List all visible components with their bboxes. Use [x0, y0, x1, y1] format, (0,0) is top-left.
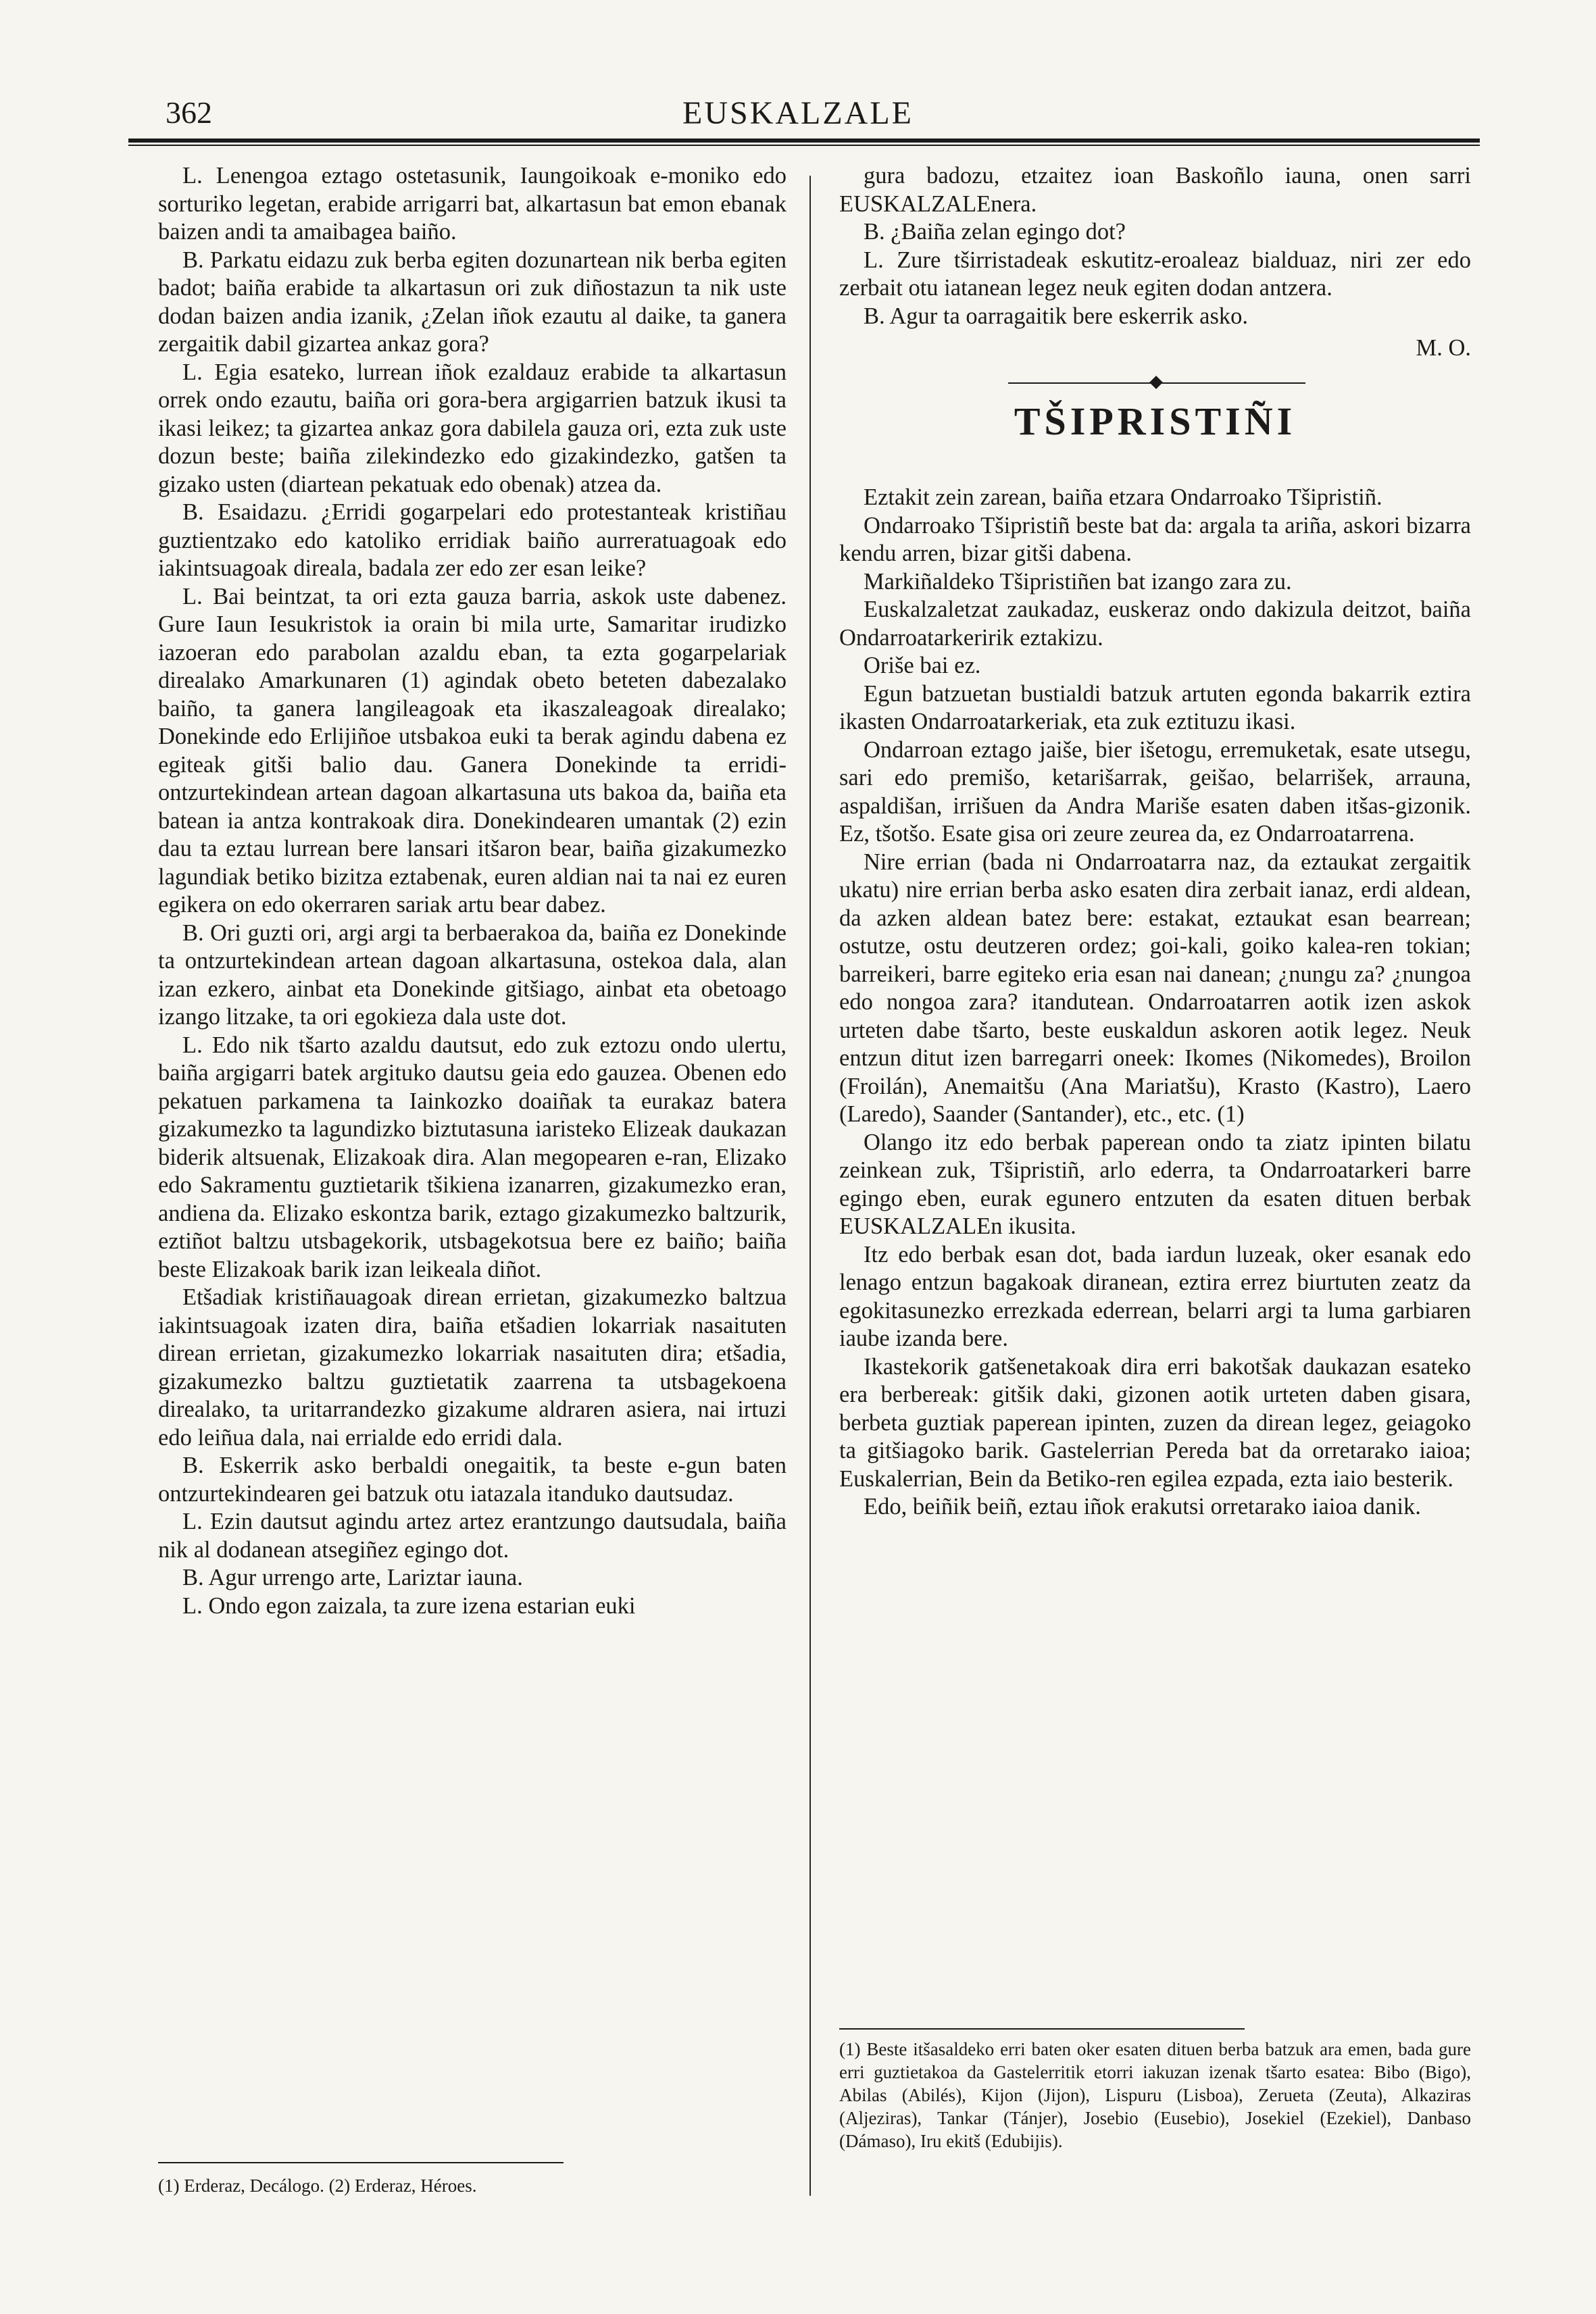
- paragraph: Etšadiak kristiñauagoak direan errietan, gizakumezko baltzua iakintsuagoak izaten dira, baiña etšadien lokarriak nasaituten direan errietan, gizakumezko lokarriak nasaituten dira; etšadia, gizakumezko baltzu guztietatik zaarrena ta utsbagekoena direalako, ta uritarrandezko gizakume aldraren asiera, nai irtuzi edo leiñua dala, nai errialde edo erridi dala.: [158, 1284, 787, 1451]
- left-column: [158, 162, 787, 1620]
- paragraph: B. Eskerrik asko berbaldi onegaitik, ta beste e-gun baten ontzurtekindearen gei batzuk otu iatazala itanduko dautsudaz.: [158, 1453, 787, 1507]
- footnote-left: (1) Erderaz, Decálogo. (2) Erderaz, Héroes.: [158, 2175, 477, 2196]
- header-rule: [128, 139, 1480, 143]
- paragraph: Markiñaldeko Tšipristiñen bat izango zara zu.: [864, 568, 1292, 595]
- paragraph: Euskalzaletzat zaukadaz, euskeraz ondo dakizula deitzot, baiña Ondarroatarkeririk eztakizu.: [839, 597, 1471, 651]
- section-separator: [839, 372, 1471, 394]
- paragraph: B. ¿Baiña zelan egingo dot?: [864, 219, 1126, 245]
- paragraph: Ondarroan eztago jaiše, bier išetogu, erremuketak, esate utsegu, sari edo premišo, ketarišarrak, geišao, belarrišek, arrauna, aspaldišan, irrišuen da Andra Mariše esaten daben itšas-gizonik. Ez, tšotšo. Esate gisa ori zeure zeurea da, ez Ondarroatarrena.: [839, 736, 1471, 847]
- paragraph: L. Edo nik tšarto azaldu dautsut, edo zuk eztozu ondo ulertu, baiña argigarri batek argituko dautsu geia edo gauzea. Obenen edo pekatuen parkamena ta Iainkozko doaiñak ta eurakaz batera gizakumezko ta lagundizko biztutasuna iaristeko Elizeak daukazan biderik altsuenak, Elizakoak dira. Alan megopearen e-ran, Elizako edo Sakramentu guztietarik tšikiena izanarren, gizakumezko eran, andiena da. Elizako eskontza barik, eztago gizakumezko baltzurik, eztiñot baltzu utsbagekorik, utsbagekotsua bere ez baiño; baiña beste Elizakoak barik izan leikeala diñot.: [158, 1032, 787, 1282]
- footnote-rule: [158, 2162, 564, 2163]
- footnote-rule: [839, 2028, 1245, 2030]
- diamond-ornament-icon: [1149, 376, 1163, 389]
- paragraph: L. Egia esateko, lurrean iñok ezaldauz erabide ta alkartasun orrek ondo ezautu, baiña ori gora-bera argigarrien batzuk ikusi ta ikasi leikez; ta gizartea ankaz gora dabilela gauza ori, ezta zuk uste dozun beste; baiña zilekindezko edo gizakindezko, gatšen ta gizako usten (diartean pekatuak edo obenak) atzea da.: [158, 359, 787, 497]
- paragraph: B. Agur ta oarragaitik bere eskerrik asko.: [864, 303, 1249, 329]
- paragraph: L. Lenengoa eztago ostetasunik, Iaungoikoak e-moniko edo sorturiko legetan, erabide arrigarri bat, alkartasun bat emon ebanak baizen andi ta amaibagea baiño.: [158, 163, 787, 245]
- paragraph: Ikastekorik gatšenetakoak dira erri bakotšak daukazan esateko era berbereak: gitšik daki, gizonen aotik urteten daben gisara, berbeta guztiak paperean ipinten, zuzen da direan legez, geiagoko ta gitšiagoko barik. Gastelerrian Pereda bat da orretarako iaioa; Euskalerrian, Bein da Betiko-ren egilea ezpada, ezta iaio besterik.: [839, 1353, 1471, 1492]
- header-rule-thin: [128, 145, 1480, 146]
- right-column: [839, 162, 1471, 1521]
- paragraph: Oriše bai ez.: [864, 653, 981, 678]
- paragraph: B. Parkatu eidazu zuk berba egiten dozunartean nik berba egiten badot; baiña erabide ta alkartasun ori zuk diñostazun ta nik uste dodan baizen andia izanik, ¿Zelan iñok ezautu al daike, ta ganera zergaitik dabil gizartea ankaz gora?: [158, 247, 787, 357]
- column-divider: [809, 176, 811, 2196]
- paragraph: Edo, beiñik beiñ, eztau iñok erakutsi orretarako iaioa danik.: [864, 1494, 1421, 1519]
- paragraph: Egun batzuetan bustialdi batzuk artuten egonda bakarrik eztira ikasten Ondarroatarkeriak, eta zuk eztituzu ikasi.: [839, 680, 1471, 734]
- paragraph: L. Ezin dautsut agindu artez artez erantzungo dautsudala, baiña nik al dodanean atsegiñez egingo dot.: [158, 1509, 787, 1563]
- paragraph: L. Ondo egon zaizala, ta zure izena estarian euki: [182, 1592, 636, 1619]
- paragraph: Itz edo berbak esan dot, bada iardun luzeak, oker esanak edo lenago entzun bagakoak diranean, eztira errez biurtuten zeatz da egokitasunezko errezkada ederrean, belarri argi ta luma garbiaren iaube izanda bere.: [839, 1241, 1471, 1351]
- running-title: EUSKALZALE: [682, 95, 914, 131]
- author-signature: M. O.: [1416, 335, 1471, 361]
- paragraph: gura badozu, etzaitez ioan Baskoñlo iauna, onen sarri EUSKALZALEnera.: [839, 163, 1471, 217]
- paragraph: Olango itz edo berbak paperean ondo ta ziatz ipinten bilatu zeinkean zuk, Tšipristiñ, arlo ederra, ta Ondarroatarkeri barre egingo eben, eurak egunero entzuten da esaten dituen berbak EUSKALZALEn ikusita.: [839, 1129, 1471, 1239]
- section-title: TŠIPRISTIÑI: [1014, 399, 1297, 443]
- page-number: 362: [166, 95, 212, 130]
- paragraph: B. Ori guzti ori, argi argi ta berbaerakoa da, baiña ez Donekinde ta ontzurtekindean artean dagoan alkartasuna, ostekoa dala, alan izan ezkero, ainbat eta Donekinde gitšiago, ainbat eta obetoago izango litzake, ta ori egokieza dala uste dot.: [158, 920, 787, 1030]
- footnote-right: (1) Beste itšasaldeko erri baten oker esaten dituen berba batzuk ara emen, bada gure erri guztietakoa da Gastelerritik etorri iakuzan izenak tšarto esatea: Bibo (Bigo), Abilas (Abilés), Kijon (Jijon), Lispuru (Lisboa), Zerueta (Zeuta), Alkaziras (Aljeziras), Tankar (Tánjer), Josebio (Eusebio), Josekiel (Ezekiel), Danbaso (Dámaso), Iru ekitš (Edubijis).: [839, 2039, 1471, 2151]
- paragraph: Nire errian (bada ni Ondarroatarra naz, da eztaukat zergaitik ukatu) nire errian berba asko esaten dira zerbait ianaz, erdi aldean, da azken aldean batez bere: estakat, eztaukat esan bearrean; ostutze, ostu deutzeren ordez; goi-kali, goiko kalea-ren tokian; barreikeri, barre egiteko eria esan nai danean; ¿nungu za? ¿nungoa edo nongoa zara? itandutean. Ondarroatarren aotik izen askok urteten dabe tšarto, beste euskaldun askoren aotik legez. Neuk entzun ditut izen barregarri oneek: Ikomes (Nikomedes), Broilon (Froilán), Anemaitšu (Ana Mariatšu), Krasto (Kastro), Laero (Laredo), Saander (Santander), etc., etc. (1): [839, 849, 1471, 1127]
- paragraph: L. Bai beintzat, ta ori ezta gauza barria, askok uste dabenez. Gure Iaun Iesukristok ia orain bi mila urte, Samaritar irudizko iazoeran edo parabolan azaldu eban, ta ezta gogarpelariak direalako Amarkunaren (1) agindak obeto beteten dabezalako baiño, ta ganera langileagoak eta ikaszaleagoak direalako; Donekinde edo Erlijiñoe utsbakoa euki ta berak agindu dabena ez egiteak gitši balio dau. Ganera Donekinde ta erridi-ontzurtekindean artean dagoan alkartasuna uts bakoa da, baiña eta batean ia antza kontrakoak dira. Donekindearen umantak (2) ezin dau ta eztau lurrean bere lansari itšaron bear, baiña gizakumezko lagundiak betiko bizitza eztabenak, euren aldian nai ta nai ez euren egikera on edo okerraren sariak artu bear dabez.: [158, 583, 787, 917]
- paragraph: L. Zure tširristadeak eskutitz-eroaleaz bialduaz, niri zer edo zerbait otu iatanean legez neuk egiten dodan antzera.: [839, 247, 1471, 301]
- paragraph: Eztakit zein zarean, baiña etzara Ondarroako Tšipristiñ.: [864, 484, 1382, 510]
- paragraph: B. Esaidazu. ¿Erridi gogarpelari edo protestanteak kristiñau guztientzako edo katoliko erridiak baiño aurreratuagoak edo iakintsuagoak direala, badala zer edo zer esan leike?: [158, 499, 787, 581]
- paragraph: B. Agur urrengo arte, Lariztar iauna.: [182, 1565, 523, 1590]
- paragraph: Ondarroako Tšipristiñ beste bat da: argala ta ariña, askori bizarra kendu arren, bizar gitši dabena.: [839, 512, 1471, 566]
